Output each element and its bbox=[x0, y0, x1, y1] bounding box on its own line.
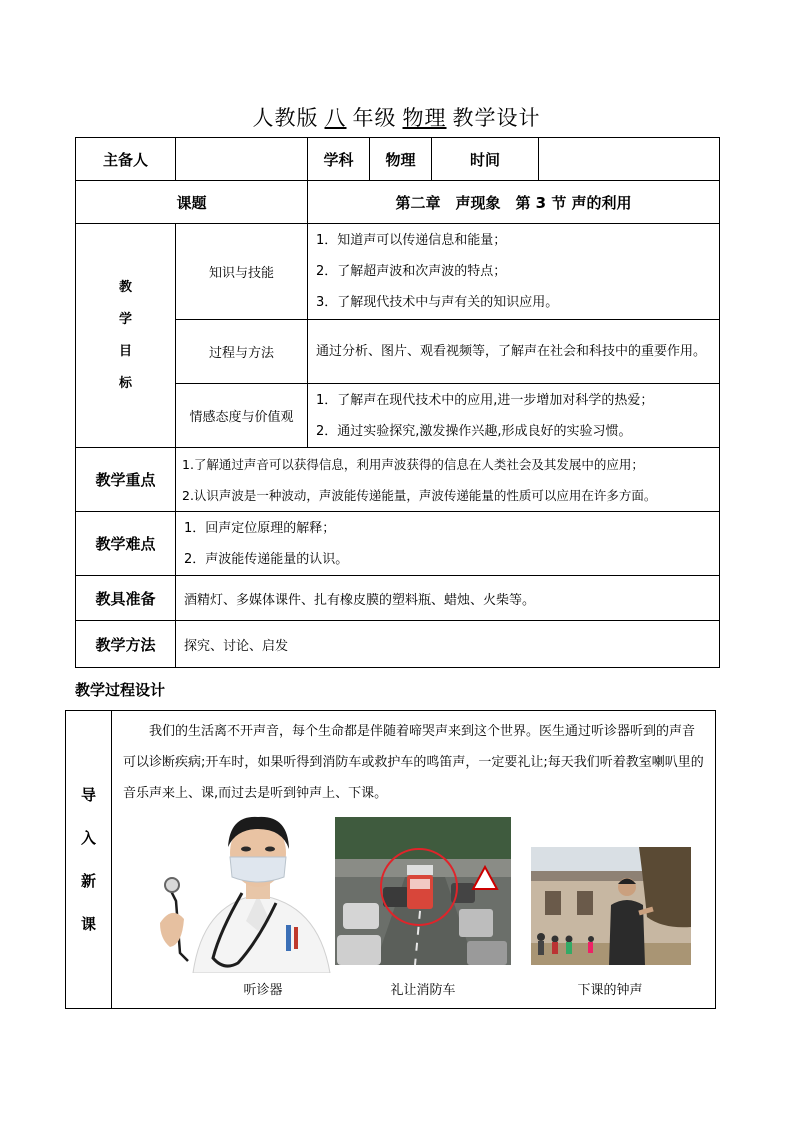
objectives-char: 标 bbox=[118, 375, 132, 391]
knowledge-row bbox=[76, 224, 720, 320]
knowledge-item: 3．了解现代技术中与声有关的知识应用。 bbox=[316, 295, 559, 310]
intro-row bbox=[66, 711, 716, 1009]
lesson-plan-table bbox=[75, 137, 720, 668]
difficulties-row bbox=[76, 512, 720, 576]
emotion-content bbox=[308, 384, 720, 448]
difficulties-label: 教学难点 bbox=[76, 512, 176, 576]
topic-label: 课题 bbox=[76, 181, 308, 224]
difficulty-item: 2．声波能传递能量的认识。 bbox=[184, 551, 349, 567]
preparer-value bbox=[176, 138, 308, 181]
title-prefix: 人教版 bbox=[252, 106, 319, 130]
methods-content: 探究、讨论、启发 bbox=[176, 621, 720, 668]
emotion-item: 1．了解声在现代技术中的应用,进一步增加对科学的热爱； bbox=[316, 392, 654, 408]
key-points-row bbox=[76, 448, 720, 512]
key-point-item: 1.了解通过声音可以获得信息，利用声波获得的信息在人类社会及其发展中的应用； bbox=[182, 456, 644, 472]
caption-stethoscope: 听诊器 bbox=[243, 983, 283, 998]
fire-truck-traffic-image bbox=[335, 817, 511, 965]
title-subject: 物理 bbox=[402, 106, 447, 130]
process-section-title: 教学过程设计 bbox=[75, 681, 166, 699]
knowledge-item: 1．知道声可以传递信息和能量； bbox=[316, 233, 507, 248]
caption-fire-truck: 礼让消防车 bbox=[390, 983, 456, 998]
topic-value: 第二章 声现象 第 3 节 声的利用 bbox=[308, 181, 720, 224]
equipment-row bbox=[76, 576, 720, 621]
intro-char: 导 bbox=[80, 785, 96, 804]
intro-images bbox=[113, 809, 714, 1005]
objectives-char: 目 bbox=[118, 343, 132, 359]
objectives-char: 教 bbox=[118, 279, 132, 295]
knowledge-item: 2．了解超声波和次声波的特点； bbox=[316, 264, 507, 279]
knowledge-content bbox=[308, 224, 720, 320]
topic-row bbox=[76, 181, 720, 224]
key-points-label: 教学重点 bbox=[76, 448, 176, 512]
time-label: 时间 bbox=[432, 138, 539, 181]
intro-char: 入 bbox=[80, 828, 96, 847]
intro-label bbox=[66, 711, 112, 1009]
subject-value: 物理 bbox=[370, 138, 432, 181]
difficulties-content bbox=[176, 512, 720, 576]
title-grade: 八 bbox=[324, 106, 347, 130]
knowledge-label: 知识与技能 bbox=[176, 224, 308, 320]
difficulty-item: 1．回声定位原理的解释； bbox=[184, 520, 336, 536]
intro-content bbox=[112, 711, 716, 1009]
caption-bell: 下课的钟声 bbox=[577, 983, 643, 998]
objectives-label bbox=[76, 224, 176, 448]
intro-paragraph: 我们的生活离不开声音，每个生命都是伴随着啼哭声来到这个世界。医生通过听诊器听到的声音可以诊断疾病;开车时，如果听得到消防车或救护车的鸣笛声，一定要礼让;每天我们听着教室喇叭里的音乐声来上、课,而过去是听到钟声上、下课。 bbox=[123, 724, 704, 801]
methods-row bbox=[76, 621, 720, 668]
process-content: 通过分析、图片、观看视频等，了解声在社会和科技中的重要作用。 bbox=[308, 320, 720, 384]
intro-char: 新 bbox=[80, 871, 96, 890]
info-row bbox=[76, 138, 720, 181]
emotion-label: 情感态度与价值观 bbox=[176, 384, 308, 448]
title-suffix: 教学设计 bbox=[452, 106, 541, 130]
stethoscope-nurse-image bbox=[158, 813, 348, 973]
intro-char: 课 bbox=[80, 914, 96, 933]
process-table bbox=[65, 710, 716, 1009]
emotion-item: 2．通过实验探究,激发操作兴趣,形成良好的实验习惯。 bbox=[316, 423, 632, 439]
time-value bbox=[539, 138, 720, 181]
equipment-content: 酒精灯、多媒体课件、扎有橡皮膜的塑料瓶、蜡烛、火柴等。 bbox=[176, 576, 720, 621]
objectives-char: 学 bbox=[118, 311, 132, 327]
school-bell-image bbox=[531, 847, 691, 965]
methods-label: 教学方法 bbox=[76, 621, 176, 668]
subject-label: 学科 bbox=[308, 138, 370, 181]
key-points-content bbox=[176, 448, 720, 512]
page-title bbox=[0, 102, 793, 132]
preparer-label: 主备人 bbox=[76, 138, 176, 181]
key-point-item: 2.认识声波是一种波动，声波能传递能量，声波传递能量的性质可以应用在许多方面。 bbox=[182, 487, 657, 503]
title-grade-suffix: 年级 bbox=[352, 106, 397, 130]
process-label: 过程与方法 bbox=[176, 320, 308, 384]
equipment-label: 教具准备 bbox=[76, 576, 176, 621]
